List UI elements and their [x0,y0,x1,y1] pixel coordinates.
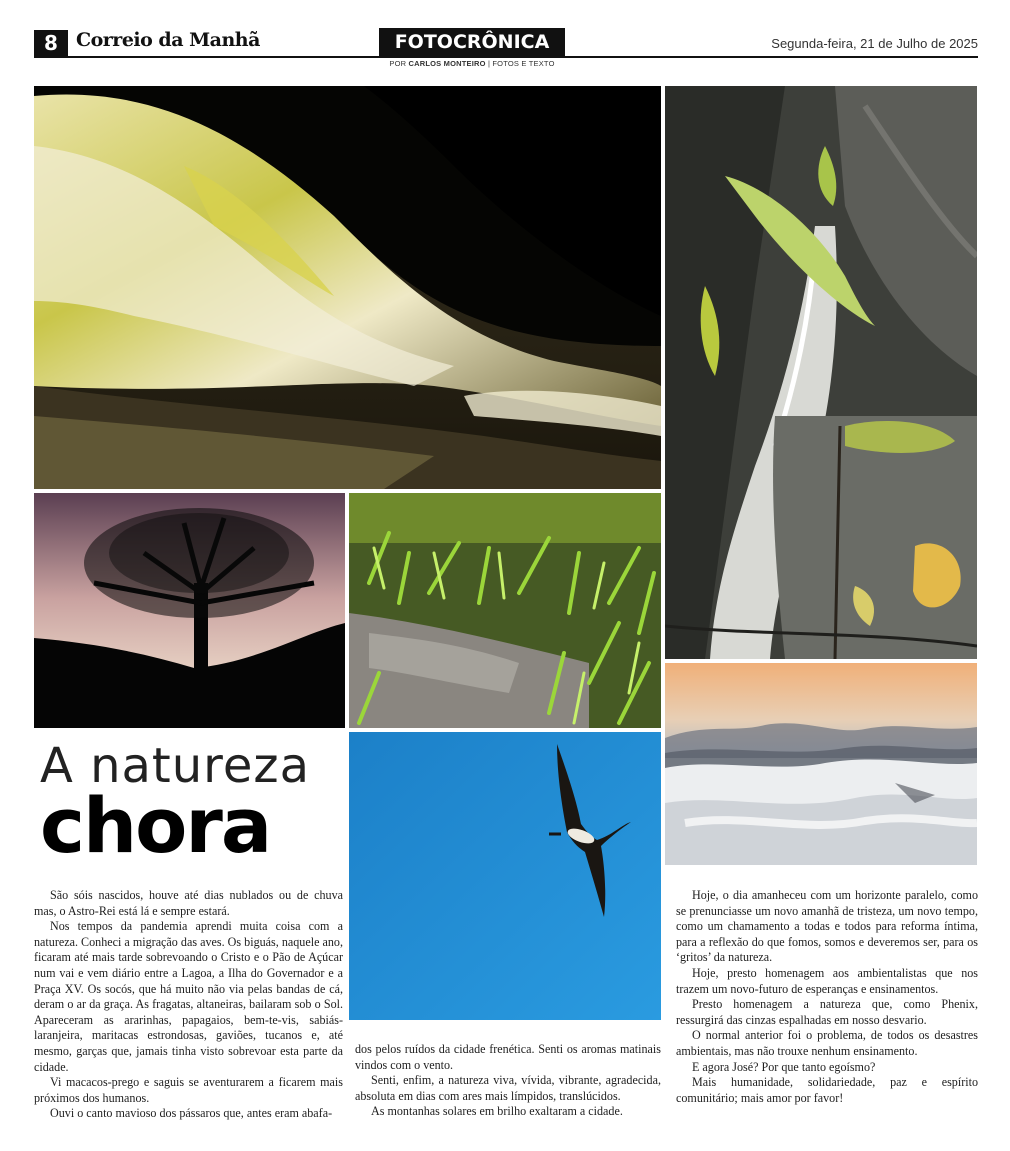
headline-line1: A natureza [40,738,310,794]
frigatebird-photo [349,732,661,1020]
waterfall-photo [34,86,661,489]
section-title: FOTOCRÔNICA [379,28,565,56]
article-column-2 [355,1042,661,1120]
grass-moss-photo [349,493,661,728]
paragraph: E agora José? Por que tanto egoísmo? [692,1059,876,1074]
paragraph: Vi macacos-prego e saguis se aventurarem a ficarem mais próximos dos humanos. [34,1075,343,1105]
headline [40,738,340,870]
article-column-1 [34,888,343,1122]
paragraph: Senti, enfim, a natureza viva, vívida, vibrante, agradecida, absoluta em dias com ares mais límpidos, translúcidos. [355,1073,661,1103]
byline-author: CARLOS MONTEIRO [408,59,486,68]
stream-rocks-photo [665,86,977,659]
paragraph: O normal anterior foi o problema, de todos os desastres ambientais, mas não trouxe nenhum ensinamento. [676,1028,978,1058]
tree-silhouette-photo [34,493,345,728]
page-number: 8 [34,30,68,56]
paragraph: Mais humanidade, solidariedade, paz e espírito comunitário; mais amor por favor! [676,1075,978,1105]
paragraph: Ouvi o canto mavioso dos pássaros que, antes eram abafa- [50,1106,333,1121]
headline-line2: chora [40,781,271,870]
paragraph: As montanhas solares em brilho exaltaram a cidade. [371,1104,623,1119]
paragraph: Presto homenagem a natureza que, como Phenix, ressurgirá das cinzas espalhadas em nosso desvario. [676,997,978,1027]
byline: POR CARLOS MONTEIRO | FOTOS E TEXTO [389,59,555,68]
masthead-logo: Correio da Manhã [76,29,260,51]
paragraph: Hoje, o dia amanheceu com um horizonte paralelo, como se prenunciasse um novo amanhã de tristeza, um novo tempo, como um chamamento a todas e todos para reforma íntima, para a reflexão do que fomos, somos e deveremos ser, para os ‘gritos’ da natureza. [676,888,978,965]
paragraph: Hoje, presto homenagem aos ambientalistas que nos trazem um novo-futuro de esperanças e ensinamentos. [676,965,978,996]
paragraph: São sóis nascidos, houve até dias nublados ou de chuva mas, o Astro-Rei está lá e sempre estará. [34,888,343,918]
paragraph: dos pelos ruídos da cidade frenética. Senti os aromas matinais vindos com o vento. [355,1042,661,1072]
sea-of-clouds-photo [665,663,977,865]
paragraph: Nos tempos da pandemia aprendi muita coisa com a natureza. Conheci a migração das aves. Os biguás, naquele ano, ficaram até mais tarde sobrevoando o Cristo e o Pão de Açúcar num vai e vem diário entre a Lagoa, a Ilha do Governador e a Praça XV. Os socós, que há muito não via pelas bandas de cá, deram o ar da graça. As fragatas, altaneiras, bailaram sob o Sol. Apareceram as ararinhas, papagaios, bem-te-vis, sabiás-laranjeira, maritacas estrondosas, gaviões, tucanos e, até mesmo, garças que, jamais tinha visto sobrevoar esta parte da cidade. [34,919,343,1074]
article-column-3 [676,888,978,1106]
dateline: Segunda-feira, 21 de Julho de 2025 [771,36,978,51]
page-header [34,28,978,68]
header-rule [34,56,978,58]
